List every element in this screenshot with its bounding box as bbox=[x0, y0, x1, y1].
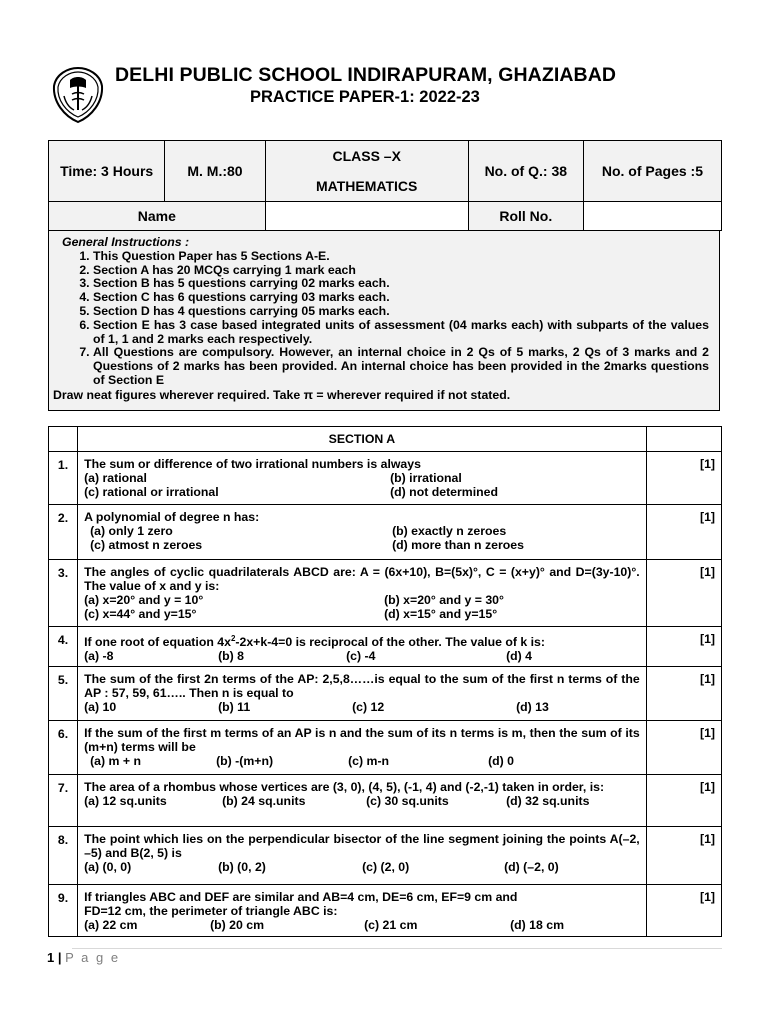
page-label: P a g e bbox=[65, 950, 121, 965]
option: (b) irrational bbox=[390, 471, 462, 485]
option: (c) -4 bbox=[346, 649, 376, 664]
question-row bbox=[49, 627, 722, 667]
question-marks: [1] bbox=[646, 452, 721, 505]
question-number: 2. bbox=[49, 505, 78, 560]
option: (c) atmost n zeroes bbox=[90, 538, 203, 552]
option: (b) 24 sq.units bbox=[222, 794, 306, 808]
section-a-table bbox=[48, 426, 722, 937]
question-row bbox=[49, 667, 722, 721]
instruction-item: 2. Section A has 20 MCQs carrying 1 mark each bbox=[93, 264, 709, 278]
option: (a) 12 sq.units bbox=[84, 794, 167, 808]
question-marks: [1] bbox=[646, 775, 721, 827]
question-row bbox=[49, 775, 722, 827]
instruction-item: 6. Section E has 3 case based integrated units of assessment (04 marks each) with subparts of the values of 1, 1 and 2 marks each respectively. bbox=[93, 319, 709, 347]
class-label: CLASS –X bbox=[332, 148, 401, 164]
question-number: 6. bbox=[49, 721, 78, 775]
exam-info-table bbox=[48, 140, 722, 231]
option: (c) 30 sq.units bbox=[366, 794, 449, 808]
general-instructions bbox=[48, 230, 720, 411]
instruction-item: 4. Section C has 6 questions carrying 03 marks each. bbox=[93, 291, 709, 305]
option: (a) x=20° and y = 10° bbox=[84, 593, 204, 607]
class-subject-cell bbox=[265, 141, 468, 202]
question-text: If one root of equation $4x^2-2x+k-4=0$ is reciprocal of the other. The value of k is: bbox=[84, 634, 545, 650]
option: (d) 18 cm bbox=[510, 918, 565, 932]
question-number: 5. bbox=[49, 667, 78, 721]
instruction-item: 1. This Question Paper has 5 Sections A-E. bbox=[93, 250, 709, 264]
question-number: 8. bbox=[49, 827, 78, 885]
time-cell: Time: 3 Hours bbox=[49, 141, 165, 202]
option: (b) 8 bbox=[218, 649, 245, 664]
option: (b) (0, 2) bbox=[218, 860, 266, 874]
question-marks: [1] bbox=[646, 721, 721, 775]
question-number: 7. bbox=[49, 775, 78, 827]
question-row bbox=[49, 505, 722, 560]
paper-title: PRACTICE PAPER-1: 2022-23 bbox=[250, 88, 480, 106]
instructions-note: Draw neat figures wherever required. Take π = wherever required if not stated. bbox=[53, 387, 511, 402]
option: (a) m + n bbox=[90, 754, 141, 768]
instruction-item: 7. All Questions are compulsory. However, an internal choice in 2 Qs of 5 marks, 2 Qs of 3 marks and 2 Questions of 2 marks has been provided. An internal choice has been provided in the 2marks questions of Section E bbox=[93, 346, 709, 387]
question-text: The area of a rhombus whose vertices are (3, 0), (4, 5), (-1, 4) and (-2,-1) taken in order, is: bbox=[84, 780, 605, 794]
option: (c) x=44° and y=15° bbox=[84, 607, 197, 621]
question-text: The angles of cyclic quadrilaterals ABCD are: A = (6x+10), B=(5x)°, C = (x+y)° and D=(3y-10)°. The value of x and y is: bbox=[84, 565, 640, 593]
name-field[interactable] bbox=[265, 202, 468, 231]
option: (a) -8 bbox=[84, 649, 114, 664]
option: (d) (–2, 0) bbox=[504, 860, 559, 874]
option: (d) more than n zeroes bbox=[392, 538, 524, 552]
page-number: 1 bbox=[47, 950, 55, 965]
option: (c) m-n bbox=[348, 754, 390, 768]
option: (d) not determined bbox=[390, 485, 498, 499]
option: (c) (2, 0) bbox=[362, 860, 410, 874]
num-questions-cell: No. of Q.: 38 bbox=[468, 141, 583, 202]
question-text: If the sum of the first m terms of an AP is n and the sum of its n terms is m, then the sum of its (m+n) terms will be bbox=[84, 726, 640, 754]
question-text: The sum or difference of two irrational numbers is always bbox=[84, 457, 421, 471]
roll-field[interactable] bbox=[583, 202, 721, 231]
question-marks: [1] bbox=[646, 560, 721, 627]
question-row bbox=[49, 885, 722, 937]
school-name: DELHI PUBLIC SCHOOL INDIRAPURAM, GHAZIABAD bbox=[115, 64, 617, 86]
school-crest-icon bbox=[52, 66, 104, 124]
question-text: If triangles ABC and DEF are similar and AB=4 cm, DE=6 cm, EF=9 cm and FD=12 cm, the perimeter of triangle ABC is: bbox=[84, 890, 518, 918]
option: (a) rational bbox=[84, 471, 147, 485]
option: (a) (0, 0) bbox=[84, 860, 132, 874]
question-marks: [1] bbox=[646, 827, 721, 885]
question-text: The sum of the first 2n terms of the AP: 2,5,8……is equal to the sum of the first n terms of the AP : 57, 59, 61….. Then n is equal to bbox=[84, 672, 640, 700]
question-row bbox=[49, 827, 722, 885]
question-number: 4. bbox=[49, 627, 78, 667]
question-text: The point which lies on the perpendicular bisector of the line segment joining the points A(–2, –5) and B(2, 5) is bbox=[84, 832, 640, 860]
option: (c) 12 bbox=[352, 700, 385, 714]
question-marks: [1] bbox=[646, 667, 721, 721]
section-heading: SECTION A bbox=[78, 427, 647, 452]
footer-separator: | bbox=[57, 950, 62, 965]
instruction-item: 3. Section B has 5 questions carrying 02 marks each. bbox=[93, 277, 709, 291]
num-pages-cell: No. of Pages :5 bbox=[583, 141, 721, 202]
roll-label: Roll No. bbox=[468, 202, 583, 231]
instructions-title: General Instructions : bbox=[62, 235, 190, 249]
option: (b) 11 bbox=[218, 700, 251, 714]
option: (a) 10 bbox=[84, 700, 117, 714]
max-marks-cell: M. M.:80 bbox=[165, 141, 265, 202]
option: (d) 32 sq.units bbox=[506, 794, 590, 808]
option: (d) 13 bbox=[516, 700, 549, 714]
option: (c) rational or irrational bbox=[84, 485, 219, 499]
question-marks: [1] bbox=[646, 627, 721, 667]
question-row bbox=[49, 721, 722, 775]
option: (b) exactly n zeroes bbox=[392, 524, 507, 538]
option: (b) -(m+n) bbox=[216, 754, 274, 768]
question-text: A polynomial of degree n has: bbox=[84, 510, 260, 524]
question-marks: [1] bbox=[646, 505, 721, 560]
page-footer bbox=[47, 950, 120, 965]
question-number: 1. bbox=[49, 452, 78, 505]
question-row bbox=[49, 560, 722, 627]
option: (d) 4 bbox=[506, 649, 533, 664]
instruction-item: 5. Section D has 4 questions carrying 05 marks each. bbox=[93, 305, 709, 319]
name-label: Name bbox=[49, 202, 266, 231]
instructions-list bbox=[53, 250, 709, 388]
option: (d) x=15° and y=15° bbox=[384, 607, 498, 621]
option: (a) 22 cm bbox=[84, 918, 138, 932]
option: (b) 20 cm bbox=[210, 918, 265, 932]
option: (a) only 1 zero bbox=[90, 524, 173, 538]
question-number: 3. bbox=[49, 560, 78, 627]
option: (d) 0 bbox=[488, 754, 515, 768]
question-number: 9. bbox=[49, 885, 78, 937]
option: (b) x=20° and y = 30° bbox=[384, 593, 504, 607]
subject-label: MATHEMATICS bbox=[316, 178, 418, 194]
option: (c) 21 cm bbox=[364, 918, 418, 932]
question-marks: [1] bbox=[646, 885, 721, 937]
footer-rule bbox=[72, 948, 722, 949]
question-row bbox=[49, 452, 722, 505]
